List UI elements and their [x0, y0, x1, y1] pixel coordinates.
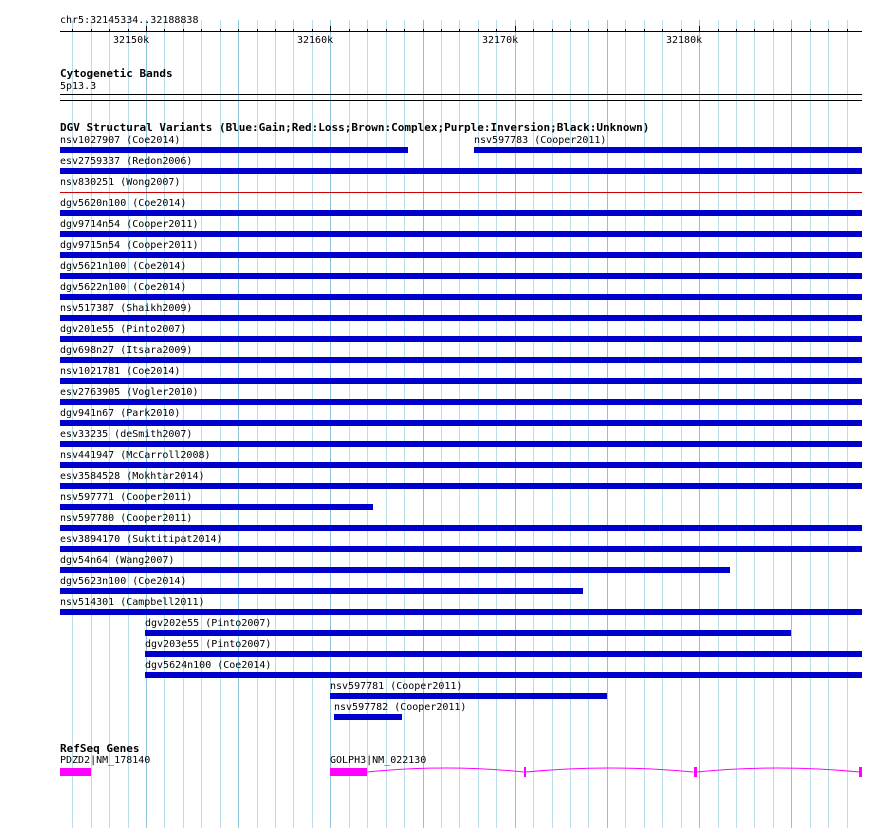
refseq-track-title: RefSeq Genes	[60, 742, 140, 755]
variant-label[interactable]: dgv5623n100 (Coe2014)	[60, 576, 187, 587]
variant-label[interactable]: nsv441947 (McCarroll2008)	[60, 450, 211, 461]
variant-label[interactable]: dgv5624n100 (Coe2014)	[145, 660, 272, 671]
dgv-track-title: DGV Structural Variants (Blue:Gain;Red:Loss;Brown:Complex;Purple:Inversion;Black:Unknown)	[60, 121, 650, 134]
ruler-tick-label: 32180k	[666, 35, 703, 46]
variant-label[interactable]: dgv54n64 (Wang2007)	[60, 555, 175, 566]
variant-label[interactable]: dgv203e55 (Pinto2007)	[145, 639, 272, 650]
ruler-tick-label: 32150k	[113, 35, 150, 46]
gene-intron-path	[367, 768, 859, 772]
gene-exon[interactable]	[694, 767, 697, 777]
gene-label[interactable]: GOLPH3|NM_022130	[330, 755, 427, 766]
variant-label[interactable]: dgv202e55 (Pinto2007)	[145, 618, 272, 629]
variant-label[interactable]: dgv5622n100 (Coe2014)	[60, 282, 187, 293]
variant-label[interactable]: dgv9714n54 (Cooper2011)	[60, 219, 199, 230]
cytoband-label: 5p13.3	[60, 81, 97, 92]
cytoband-track-title: Cytogenetic Bands	[60, 67, 173, 80]
gene-label[interactable]: PDZD2|NM_178140	[60, 755, 151, 766]
gene-exon[interactable]	[859, 767, 862, 777]
variant-label[interactable]: nsv597771 (Cooper2011)	[60, 492, 193, 503]
gene-exon[interactable]	[330, 768, 367, 776]
ruler-tick-label: 32170k	[482, 35, 519, 46]
variant-label[interactable]: esv3894170 (Suktitipat2014)	[60, 534, 223, 545]
variant-label[interactable]: dgv201e55 (Pinto2007)	[60, 324, 187, 335]
variant-label[interactable]: dgv9715n54 (Cooper2011)	[60, 240, 199, 251]
coordinates-label: chr5:32145334..32188838	[60, 15, 199, 26]
gene-exon[interactable]	[524, 767, 526, 777]
variant-label[interactable]: esv2763905 (Vogler2010)	[60, 387, 199, 398]
variant-label[interactable]: dgv5621n100 (Coe2014)	[60, 261, 187, 272]
variant-label[interactable]: nsv597780 (Cooper2011)	[60, 513, 193, 524]
variant-label[interactable]: nsv597783 (Cooper2011)	[474, 135, 607, 146]
variant-label[interactable]: nsv517387 (Shaikh2009)	[60, 303, 193, 314]
variant-label[interactable]: nsv1021781 (Coe2014)	[60, 366, 181, 377]
variant-label[interactable]: esv2759337 (Redon2006)	[60, 156, 193, 167]
ruler-tick-label: 32160k	[297, 35, 334, 46]
variant-label[interactable]: dgv941n67 (Park2010)	[60, 408, 181, 419]
variant-label[interactable]: dgv5620n100 (Coe2014)	[60, 198, 187, 209]
variant-label[interactable]: nsv830251 (Wong2007)	[60, 177, 181, 188]
variant-label[interactable]: esv33235 (deSmith2007)	[60, 429, 193, 440]
variant-label[interactable]: nsv514301 (Campbell2011)	[60, 597, 205, 608]
variant-label[interactable]: esv3584528 (Mokhtar2014)	[60, 471, 205, 482]
variant-label[interactable]: dgv698n27 (Itsara2009)	[60, 345, 193, 356]
variant-label[interactable]: nsv597781 (Cooper2011)	[330, 681, 463, 692]
variant-label[interactable]: nsv597782 (Cooper2011)	[334, 702, 467, 713]
variant-label[interactable]: nsv1027907 (Coe2014)	[60, 135, 181, 146]
